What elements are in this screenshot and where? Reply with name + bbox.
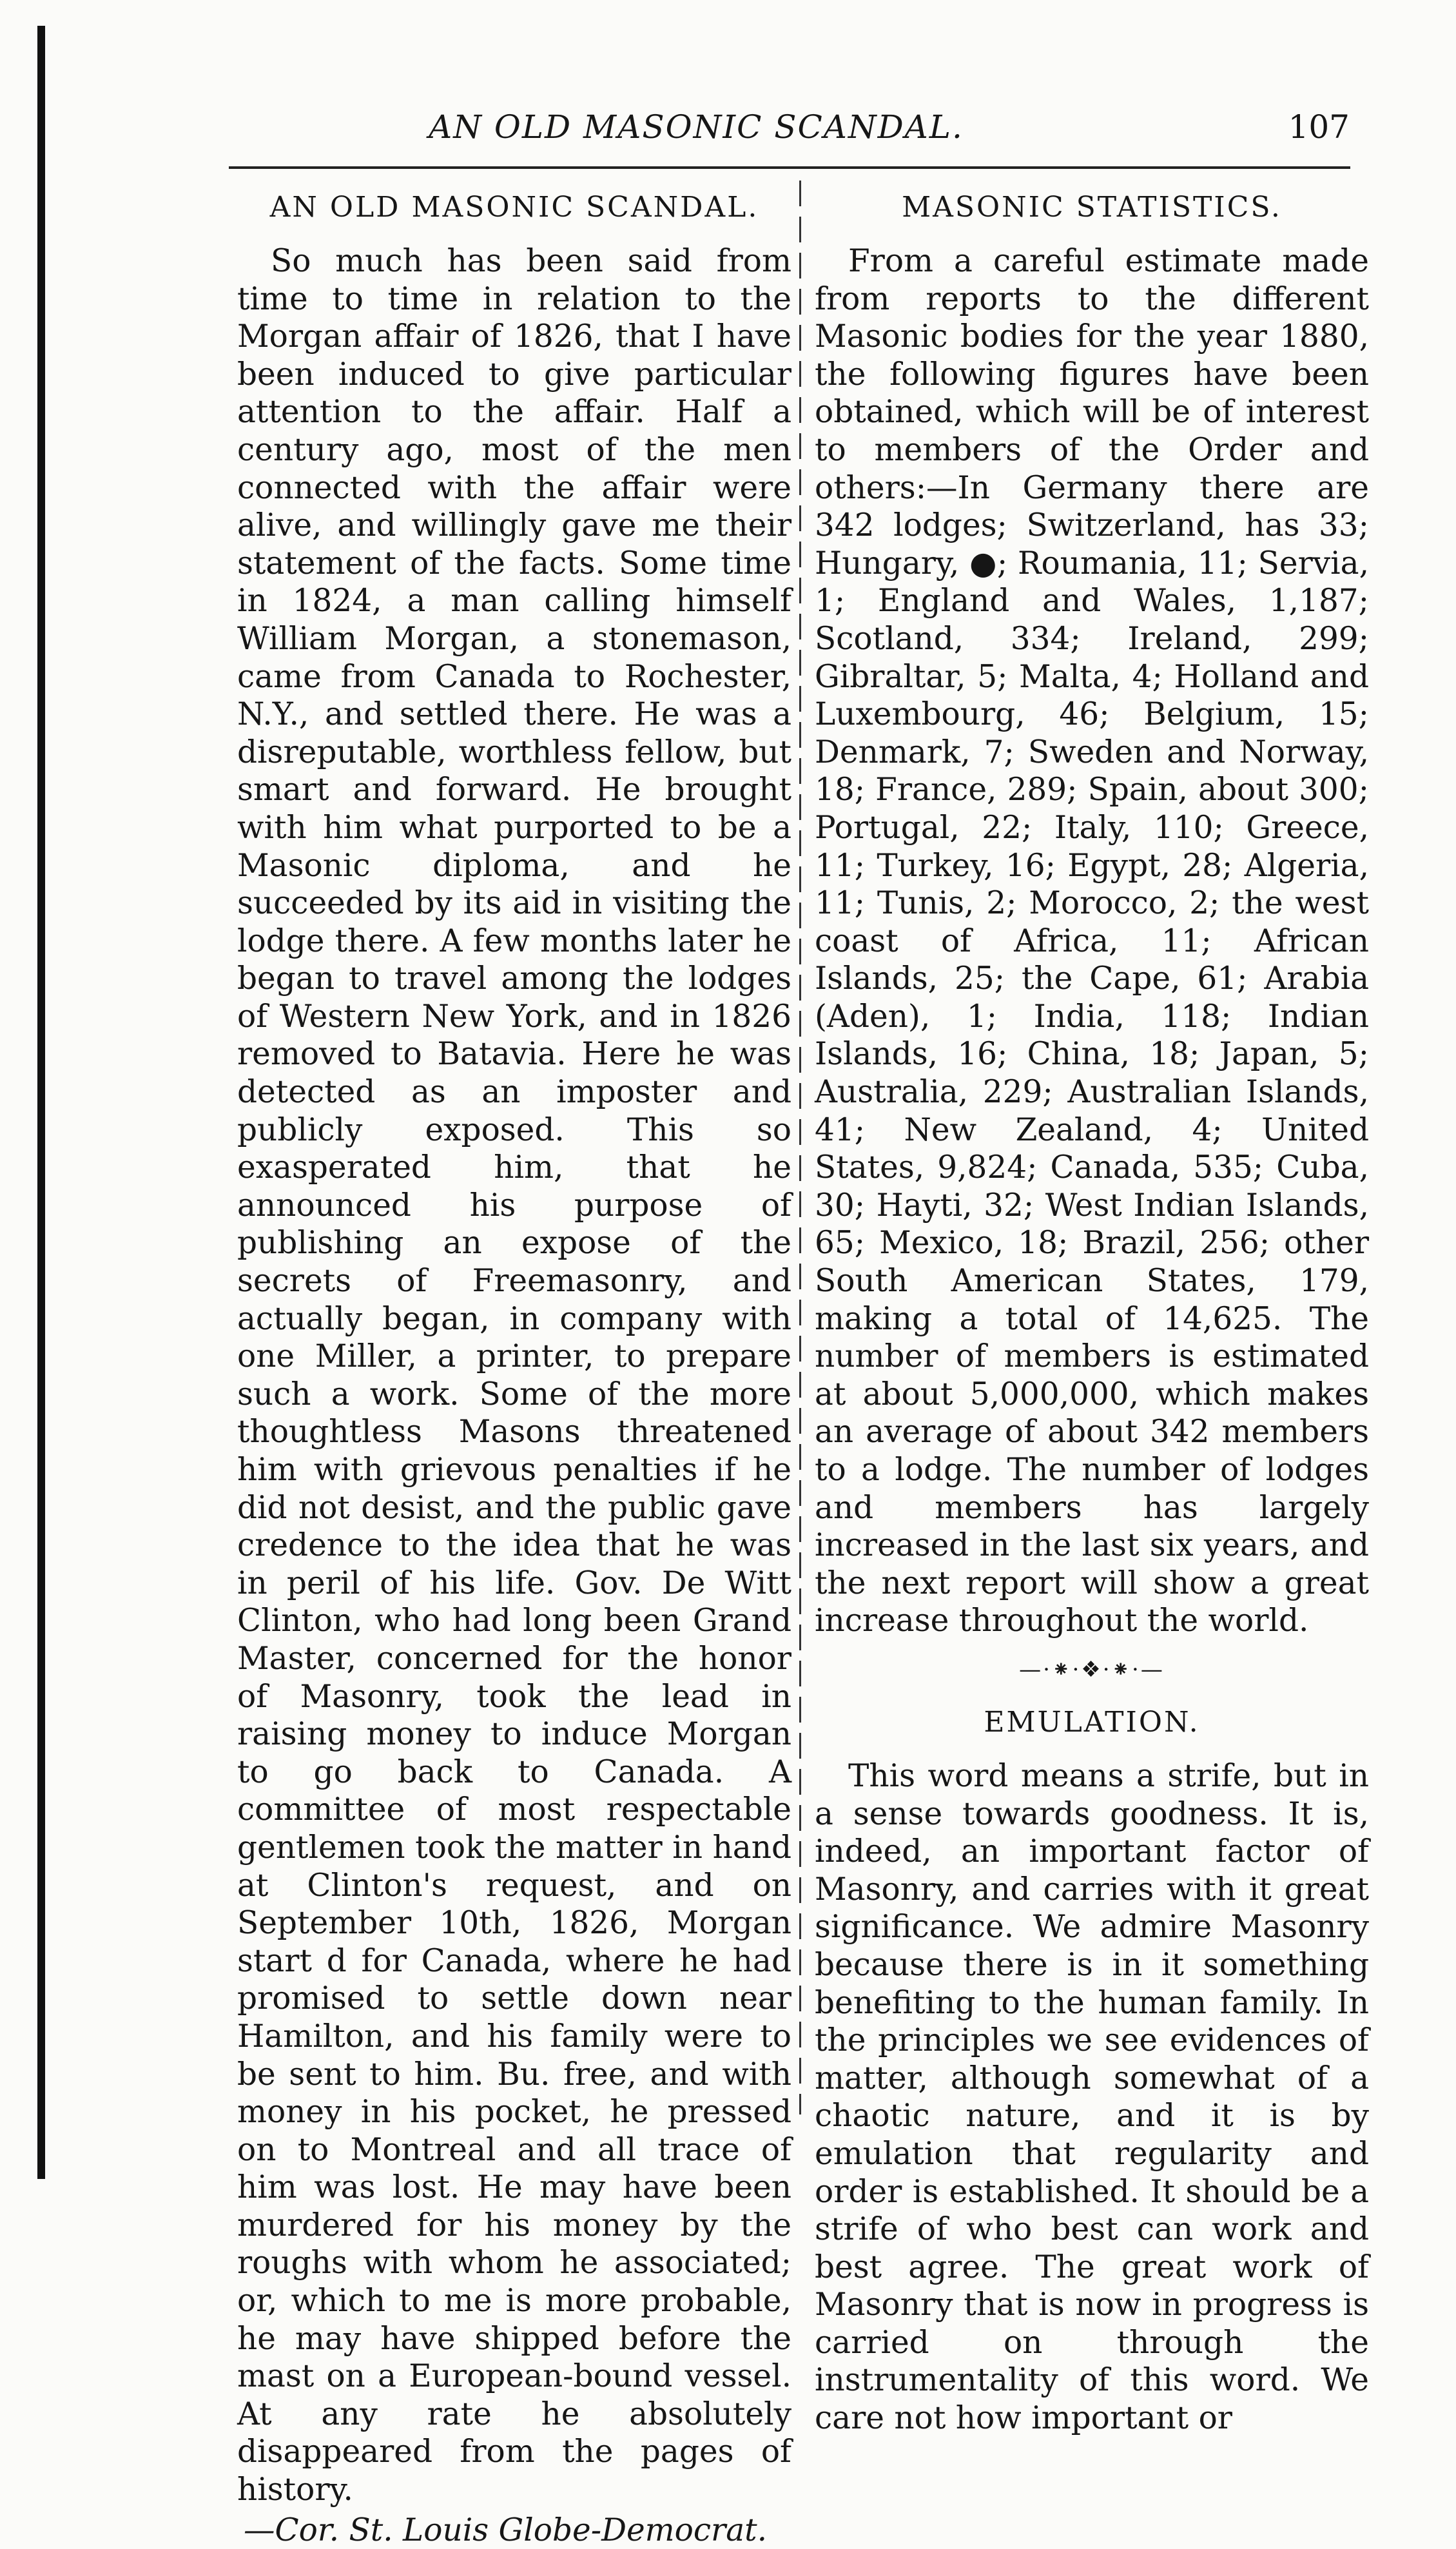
left-article-title: AN OLD MASONIC SCANDAL.: [269, 191, 759, 224]
statistics-title: MASONIC STATISTICS.: [902, 191, 1282, 224]
emulation-title: EMULATION.: [984, 1705, 1200, 1739]
page-number: 107: [1288, 108, 1350, 146]
emulation-body: This word means a strife, but in a sense towards goodness. It is, indeed, an important factor of Masonry, and carries with it great significance. We admire Masonry because there is in it something benefiting to the human family. In the principles we see evidences of matter, although somewhat of a chaotic nature, and it is by emulation that regularity and order is established. It should be a strife of who best can work and best agree. The great work of Masonry that is now in progress is carried on through the instrumentality of this word. We care not how important or: [815, 1757, 1369, 2437]
header-rule: [229, 166, 1350, 169]
left-article-attribution: —Cor. St. Louis Globe-Democrat.: [244, 2512, 768, 2548]
left-article-body: So much has been said from time to time in relation to the Morgan affair of 1826, that I have been induced to give particular attention to the affair. Half a century ago, most of the men connected with the affair were alive, and willingly gave me their statement of the facts. Some time in 1824, a man calling himself William Morgan, a stonemason, came from Canada to Rochester, N.Y., and settled there. He was a disreputable, worthless fellow, but smart and forward. He brought with him what purported to be a Masonic diploma, and he succeeded by its aid in visiting the lodge there. A few months later he began to travel among the lodges of Western New York, and in 1826 removed to Batavia. Here he was detected as an imposter and publicly exposed. This so exasperated him, that he announced his purpose of publishing an expose of the secrets of Freemasonry, and actually began, in company with one Miller, a printer, to prepare such a work. Some of the more thoughtless Masons threatened him with grievous penalties if he did not desist, and the public gave credence to the idea that he was in peril of his life. Gov. De Witt Clinton, who had long been Grand Master, concerned for the honor of Masonry, took the lead in raising money to induce Morgan to go back to Canada. A committee of most respectable gentlemen took the matter in hand at Clinton's request, and on September 10th, 1826, Morgan start d for Canada, where he had promised to settle down near Hamilton, and his family were to be sent to him. Bu. free, and with money in his pocket, he pressed on to Montreal and all trace of him was lost. He may have been murdered for his money by the roughs with whom he associated; or, which to me is more probable, he may have shipped before the mast on a European-bound vessel. At any rate he absolutely disappeared from the pages of history.: [237, 243, 791, 2508]
column-divider: [799, 181, 801, 2114]
running-head: AN OLD MASONIC SCANDAL.: [429, 108, 964, 146]
statistics-body: From a careful estimate made from reports to the different Masonic bodies for the year 1880, the following figures have been obtained, which will be of interest to members of the Order and others:—In Germany there are 342 lodges; Switzerland, has 33; Hungary, ●; Roumania, 11; Servia, 1; England and Wales, 1,187; Scotland, 334; Ireland, 299; Gibraltar, 5; Malta, 4; Holland and Luxembourg, 46; Belgium, 15; Denmark, 7; Sweden and Norway, 18; France, 289; Spain, about 300; Portugal, 22; Italy, 110; Greece, 11; Turkey, 16; Egypt, 28; Algeria, 11; Tunis, 2; Morocco, 2; the west coast of Africa, 11; African Islands, 25; the Cape, 61; Arabia (Aden), 1; India, 118; Indian Islands, 16; China, 18; Japan, 5; Australia, 229; Australian Islands, 41; New Zealand, 4; United States, 9,824; Canada, 535; Cuba, 30; Hayti, 32; West Indian Islands, 65; Mexico, 18; Brazil, 256; other South American States, 179, making a total of 14,625. The number of members is estimated at about 5,000,000, which makes an average of about 342 members to a lodge. The number of lodges and members has largely increased in the last six years, and the next report will show a great increase throughout the world.: [815, 243, 1369, 1639]
right-column: [815, 187, 1369, 2437]
binding-edge: [37, 26, 45, 2179]
section-ornament: —·⁕·❖·⁕·—: [1019, 1656, 1165, 1683]
left-column: [237, 187, 791, 2549]
